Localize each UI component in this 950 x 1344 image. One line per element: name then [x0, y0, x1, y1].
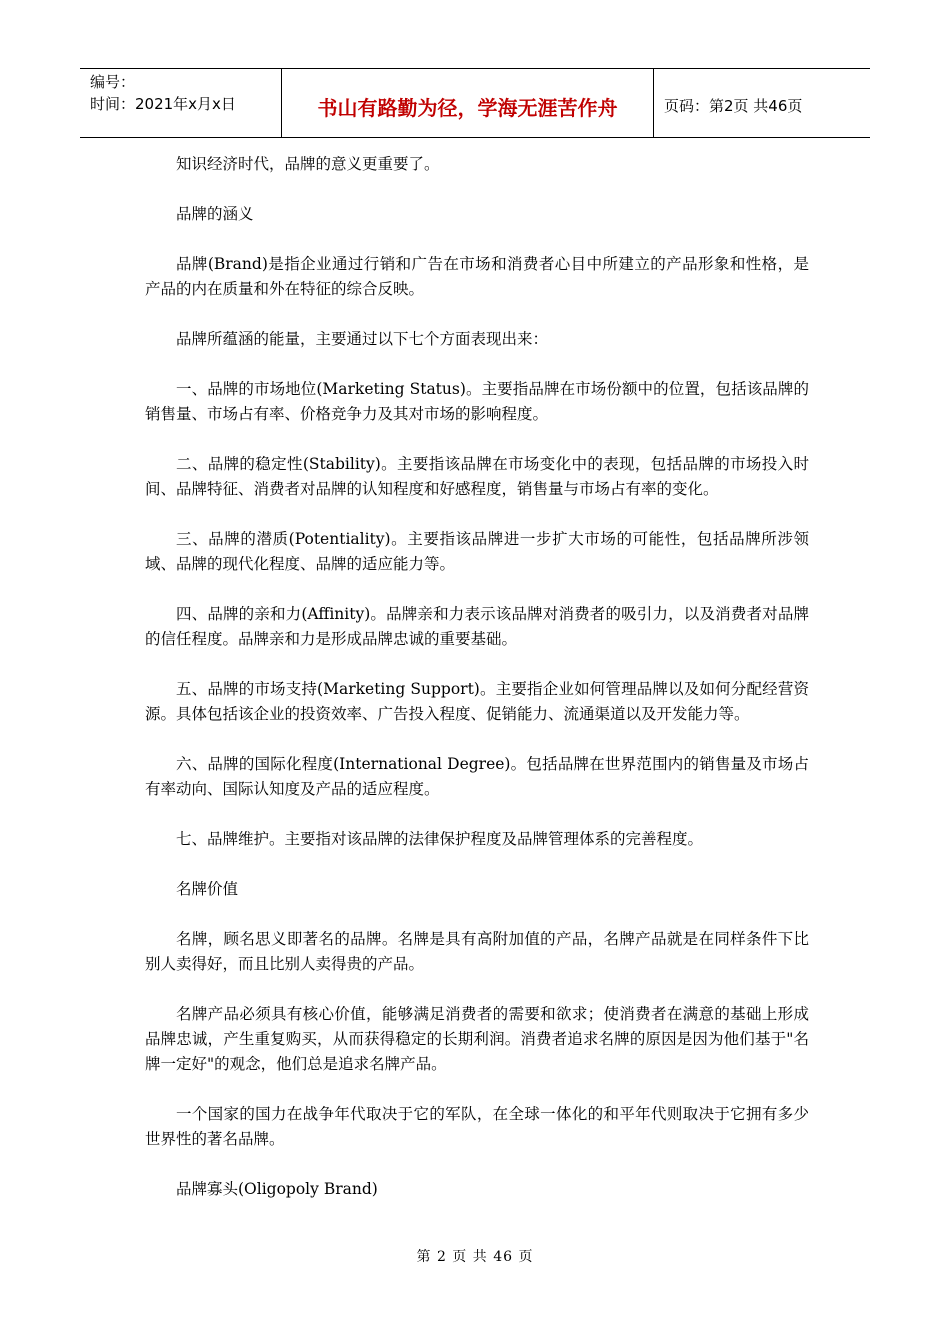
section-heading: 品牌寡头(Oligopoly Brand): [176, 1180, 378, 1198]
paragraph: 名牌产品必须具有核心价值，能够满足消费者的需要和欲求；使消费者在满意的基础上形成品牌忠诚，产生重复购买，从而获得稳定的长期利润。消费者追求名牌的原因是因为他们基于"名牌一定好"的观念，他们总是追求名牌产品。: [145, 1005, 809, 1073]
header-page-number: 页码：第2页 共46页: [664, 96, 803, 115]
paragraph: 品牌(Brand)是指企业通过行销和广告在市场和消费者心目中所建立的产品形象和性格，是产品的内在质量和外在特征的综合反映。: [145, 255, 809, 298]
list-item: 七、品牌维护。主要指对该品牌的法律保护程度及品牌管理体系的完善程度。: [176, 830, 704, 848]
section-heading: 品牌的涵义: [176, 205, 254, 223]
paragraph: 名牌，顾名思义即著名的品牌。名牌是具有高附加值的产品，名牌产品就是在同样条件下比别人卖得好，而且比别人卖得贵的产品。: [145, 930, 809, 973]
header-motto-cell: [282, 69, 654, 137]
paragraph: 知识经济时代，品牌的意义更重要了。: [176, 155, 440, 173]
list-item: 二、品牌的稳定性(Stability)。主要指该品牌在市场变化中的表现，包括品牌的市场投入时间、品牌特征、消费者对品牌的认知程度和好感程度，销售量与市场占有率的变化。: [145, 455, 809, 498]
document-time-label: 时间：2021年x月x日: [90, 95, 236, 113]
paragraph: 一个国家的国力在战争年代取决于它的军队，在全球一体化的和平年代则取决于它拥有多少世界性的著名品牌。: [145, 1105, 809, 1148]
list-item: 三、品牌的潜质(Potentiality)。主要指该品牌进一步扩大市场的可能性，包括品牌所涉领域、品牌的现代化程度、品牌的适应能力等。: [145, 530, 809, 573]
page-footer: 第 2 页 共 46 页: [416, 1249, 534, 1265]
header-page-cell: [654, 69, 870, 137]
list-item: 六、品牌的国际化程度(International Degree)。包括品牌在世界范围内的销售量及市场占有率动向、国际认知度及产品的适应程度。: [145, 755, 809, 798]
document-body: [145, 152, 809, 1227]
list-item: 五、品牌的市场支持(Marketing Support)。主要指企业如何管理品牌以及如何分配经营资源。具体包括该企业的投资效率、广告投入程度、促销能力、流通渠道以及开发能力等。: [145, 680, 809, 723]
page-header: [80, 68, 870, 138]
section-heading: 名牌价值: [176, 880, 239, 898]
paragraph: 品牌所蕴涵的能量，主要通过以下七个方面表现出来：: [176, 330, 549, 348]
header-motto: 书山有路勤为径，学海无涯苦作舟: [317, 95, 618, 120]
document-number-label: 编号：: [90, 73, 136, 91]
list-item: 四、品牌的亲和力(Affinity)。品牌亲和力表示该品牌对消费者的吸引力，以及消费者对品牌的信任程度。品牌亲和力是形成品牌忠诚的重要基础。: [145, 605, 809, 648]
header-left-cell: [80, 69, 282, 137]
list-item: 一、品牌的市场地位(Marketing Status)。主要指品牌在市场份额中的位置，包括该品牌的销售量、市场占有率、价格竞争力及其对市场的影响程度。: [145, 380, 809, 423]
